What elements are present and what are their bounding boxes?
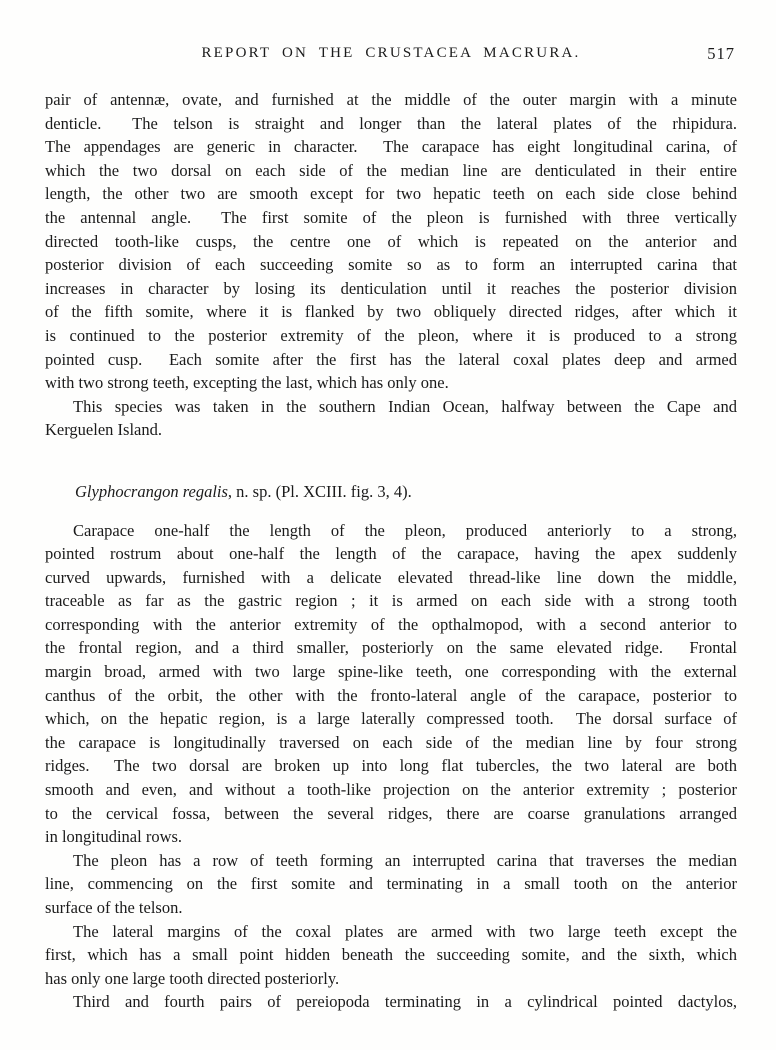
text-line: to the cervical fossa, between the several ridges, there are coarse granulations arranged <box>45 803 737 823</box>
text-line: the carapace is longitudinally traversed on each side of the median line by four strong <box>45 732 737 752</box>
text-line: the frontal region, and a third smaller, posteriorly on the same elevated ridge. Frontal <box>45 638 737 658</box>
text-line: with two strong teeth, excepting the last, which has only one. <box>45 373 449 393</box>
text-line: of the fifth somite, where it is flanked by two obliquely directed ridges, after which it <box>45 302 737 322</box>
text-line: Third and fourth pairs of pereiopoda terminating in a cylindrical pointed dactylos, <box>73 992 737 1012</box>
text-line: The lateral margins of the coxal plates are armed with two large teeth except the <box>73 921 737 941</box>
page-number: 517 <box>707 44 735 63</box>
text-line: length, the other two are smooth except for two hepatic teeth on each side close behind <box>45 184 737 204</box>
text-line: Carapace one-half the length of the pleon, produced anteriorly to a strong, <box>73 520 737 540</box>
text-line: the antennal angle. The first somite of the pleon is furnished with three vertically <box>45 207 737 227</box>
text-line: which the two dorsal on each side of the median line are denticulated in their entire <box>45 160 737 180</box>
text-line: is continued to the posterior extremity of the pleon, where it is produced to a strong <box>45 325 737 345</box>
text-line: pointed rostrum about one-half the length of the carapace, having the apex suddenly <box>45 544 737 564</box>
text-line: canthus of the orbit, the other with the fronto-lateral angle of the carapace, posterior to <box>45 685 737 705</box>
header-title: REPORT ON THE CRUSTACEA MACRURA. <box>201 45 581 61</box>
text-line: corresponding with the anterior extremity of the opthalmopod, with a second anterior to <box>45 614 737 634</box>
text-line: The appendages are generic in character. The carapace has eight longitudinal carina, of <box>45 137 737 157</box>
text-line: in longitudinal rows. <box>45 827 183 847</box>
species-heading-rest: , n. sp. (Pl. XCIII. fig. 3, 4). <box>227 481 412 501</box>
text-line: has only one large tooth directed posteriorly. <box>45 968 340 988</box>
text-line: increases in character by losing its denticulation until it reaches the posterior division <box>45 278 737 298</box>
text-line: directed tooth-like cusps, the centre one of which is repeated on the anterior and <box>45 231 737 251</box>
text-line: which, on the hepatic region, is a large laterally compressed tooth. The dorsal surface of <box>45 709 737 729</box>
text-line: ridges. The two dorsal are broken up into long flat tubercles, the two lateral are both <box>45 756 737 776</box>
text-line: curved upwards, furnished with a delicate elevated thread-like line down the middle, <box>45 567 737 587</box>
text-line: margin broad, armed with two large spine-like teeth, one corresponding with the external <box>45 662 737 682</box>
text-line: posterior division of each succeeding somite so as to form an interrupted carina that <box>45 255 737 275</box>
text-line: Kerguelen Island. <box>45 420 162 440</box>
text-line: denticle. The telson is straight and longer than the lateral plates of the rhipidura. <box>45 113 737 133</box>
text-line: pair of antennæ, ovate, and furnished at the middle of the outer margin with a minute <box>45 90 737 109</box>
text-line: This species was taken in the southern Indian Ocean, halfway between the Cape and <box>73 396 737 416</box>
running-header <box>45 45 737 67</box>
spacer <box>45 504 737 519</box>
page-body <box>45 88 737 1014</box>
text-line: traceable as far as the gastric region ; it is armed on each side with a strong tooth <box>45 591 737 611</box>
text-line: pointed cusp. Each somite after the first has the lateral coxal plates deep and armed <box>45 349 737 369</box>
text-line: surface of the telson. <box>45 898 183 917</box>
species-heading <box>45 480 737 504</box>
text-line: line, commencing on the first somite and terminating in a small tooth on the anterior <box>45 874 737 894</box>
species-name: Glyphocrangon regalis <box>75 481 228 501</box>
text-line: first, which has a small point hidden beneath the succeeding somite, and the sixth, which <box>45 945 737 965</box>
text-line: The pleon has a row of teeth forming an interrupted carina that traverses the median <box>73 850 737 870</box>
text-line: smooth and even, and without a tooth-like projection on the anterior extremity ; posterior <box>45 780 737 800</box>
